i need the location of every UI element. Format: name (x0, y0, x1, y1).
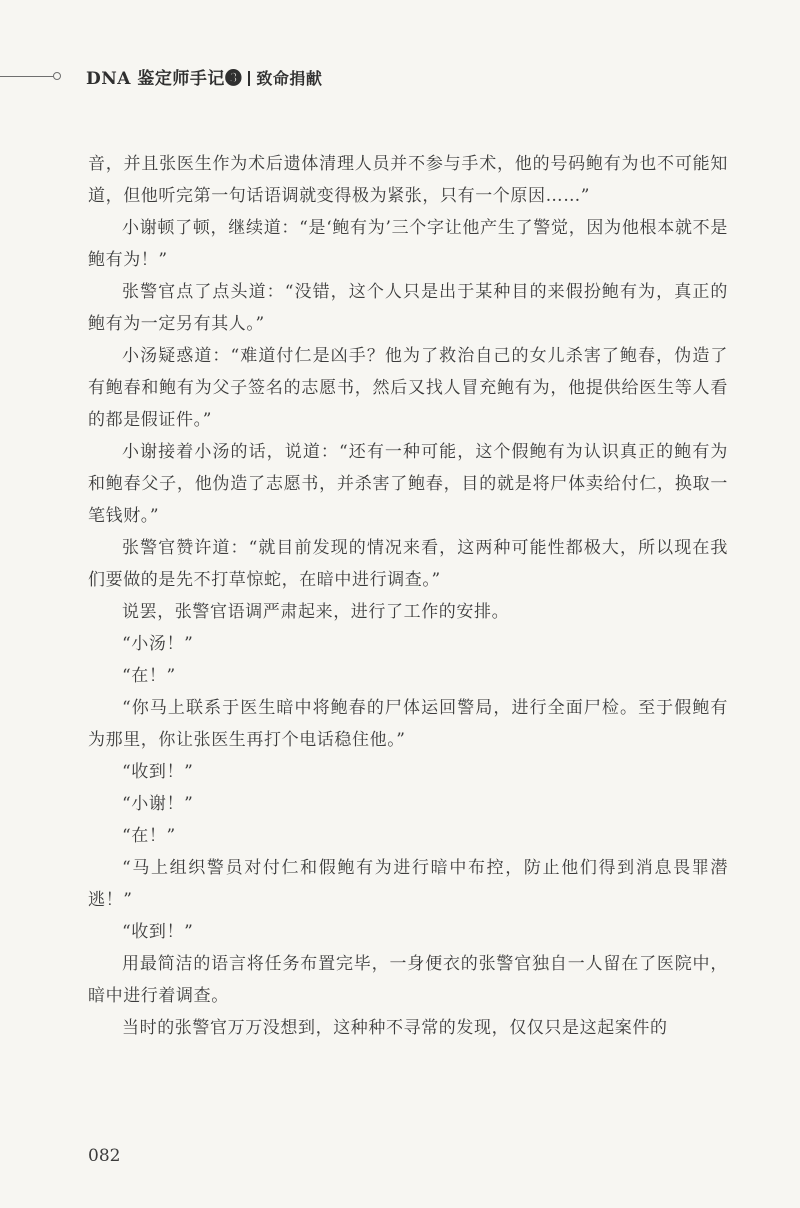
page-body (88, 148, 728, 1044)
paragraph: “收到！” (122, 922, 194, 942)
header-separator (248, 71, 250, 86)
paragraph: 张警官赞许道：“就目前发现的情况来看，这两种可能性都极大，所以现在我们要做的是先不打草惊蛇，在暗中进行调查。” (88, 538, 728, 590)
header-rule (0, 76, 54, 77)
paragraph: 说罢，张警官语调严肃起来，进行了工作的安排。 (122, 602, 510, 622)
paragraph: 张警官点了点头道：“没错，这个人只是出于某种目的来假扮鲍有为，真正的鲍有为一定另有其人。” (88, 282, 728, 334)
paragraph: “在！” (122, 666, 176, 686)
paragraph: “小汤！” (122, 634, 194, 654)
paragraph: “你马上联系于医生暗中将鲍春的尸体运回警局，进行全面尸检。至于假鲍有为那里，你让张医生再打个电话稳住他。” (88, 698, 728, 750)
book-title: DNA 鉴定师手记❸ (86, 69, 243, 89)
header-circle-ornament (53, 72, 61, 80)
paragraph: 用最简洁的语言将任务布置完毕，一身便衣的张警官独自一人留在了医院中，暗中进行着调查。 (88, 954, 728, 1006)
paragraph: 小谢顿了顿，继续道：“是‘鲍有为’三个字让他产生了警觉，因为他根本就不是鲍有为！” (88, 218, 728, 270)
page-number: 082 (88, 1146, 121, 1166)
running-header (0, 62, 800, 92)
header-text (86, 64, 322, 89)
paragraph: “收到！” (122, 762, 194, 782)
paragraph: “在！” (122, 826, 176, 846)
paragraph: 小汤疑惑道：“难道付仁是凶手？他为了救治自己的女儿杀害了鲍春，伪造了有鲍春和鲍有为父子签名的志愿书，然后又找人冒充鲍有为，他提供给医生等人看的都是假证件。” (88, 346, 728, 430)
paragraph: 小谢接着小汤的话，说道：“还有一种可能，这个假鲍有为认识真正的鲍有为和鲍春父子，他伪造了志愿书，并杀害了鲍春，目的就是将尸体卖给付仁，换取一笔钱财。” (88, 442, 728, 526)
paragraph: 音，并且张医生作为术后遗体清理人员并不参与手术，他的号码鲍有为也不可能知道，但他听完第一句话语调就变得极为紧张，只有一个原因……” (88, 154, 728, 206)
paragraph: “马上组织警员对付仁和假鲍有为进行暗中布控，防止他们得到消息畏罪潜逃！” (88, 858, 728, 910)
paragraph: 当时的张警官万万没想到，这种种不寻常的发现，仅仅只是这起案件的 (122, 1018, 668, 1038)
paragraph: “小谢！” (122, 794, 194, 814)
book-subtitle: 致命捐献 (256, 69, 323, 88)
